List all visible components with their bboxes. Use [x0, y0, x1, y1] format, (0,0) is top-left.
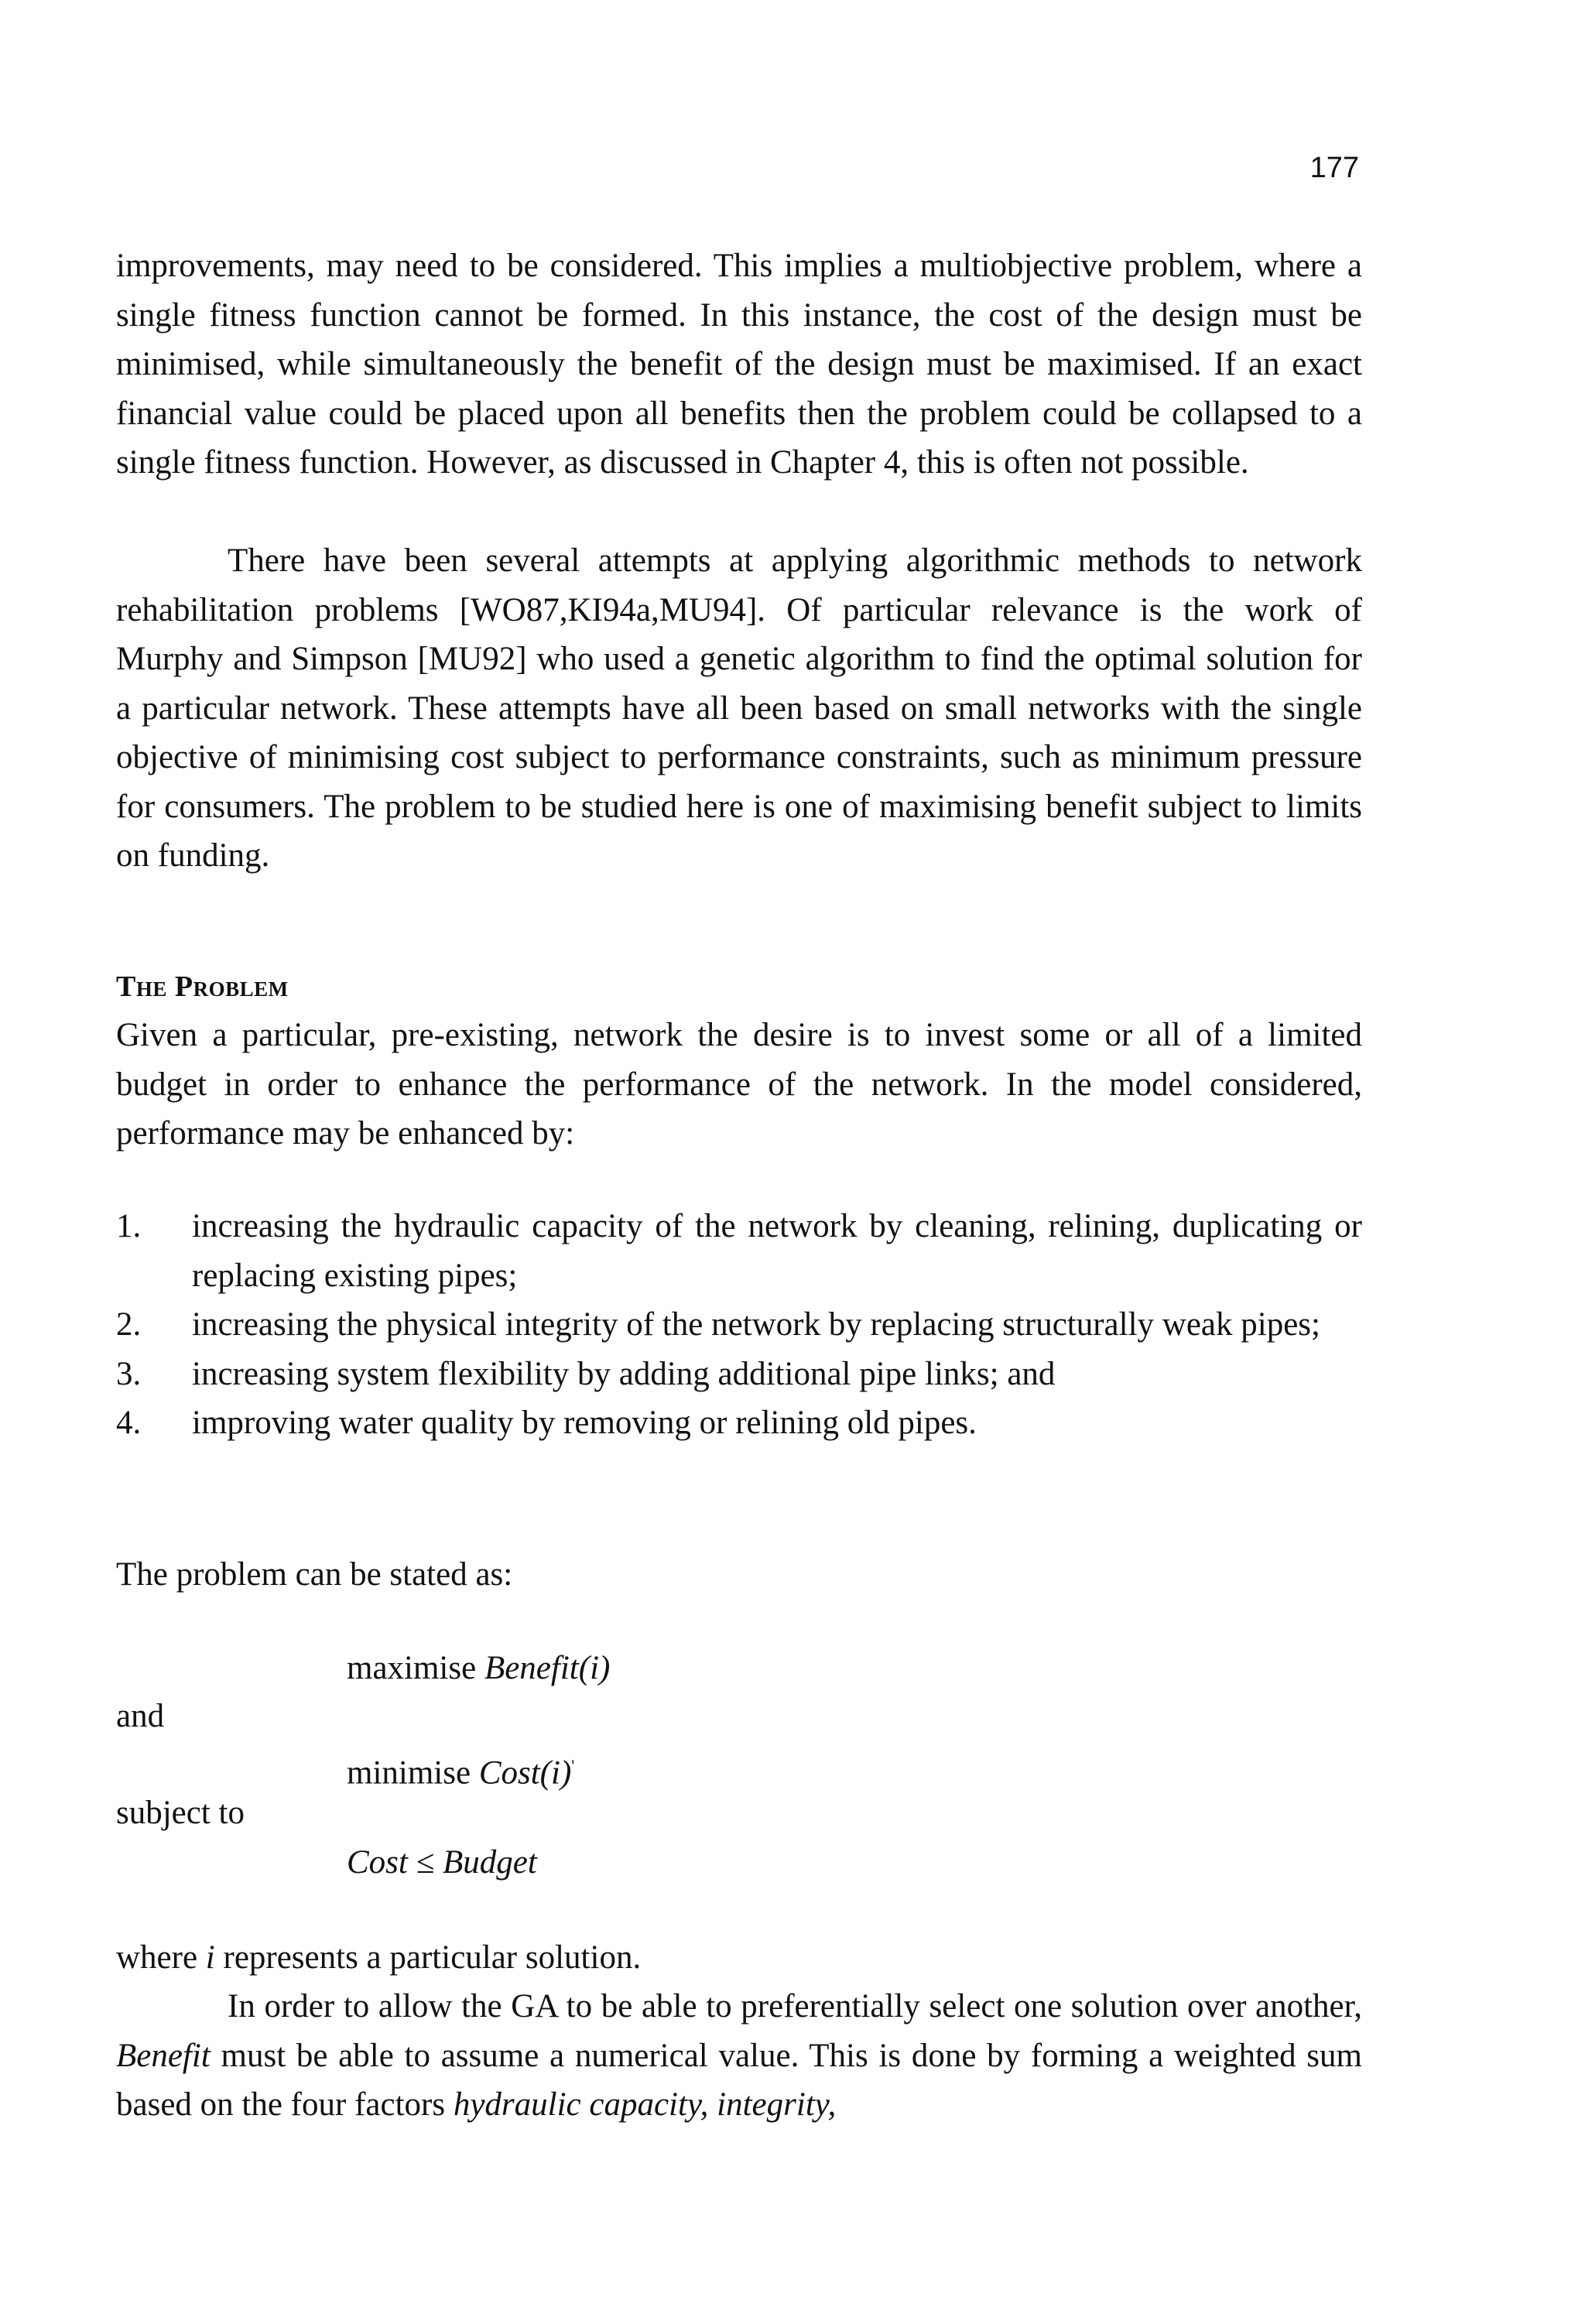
list-item-number: 4.: [116, 1405, 142, 1441]
list-item-text: increasing system flexibility by adding additional pipe links; and: [192, 1355, 1056, 1392]
objective-minimise-prefix: minimise: [347, 1754, 479, 1792]
list-item-text: increasing the physical integrity of the network by replacing structurally weak pipes;: [192, 1306, 1320, 1343]
subject-to-label: subject to: [116, 1795, 245, 1831]
order-part1: In order to allow the GA to be able to preferentially select one solution over another,: [228, 1988, 1362, 2025]
problem-stated-intro: The problem can be stated as:: [116, 1556, 513, 1593]
cost-close: ): [560, 1754, 572, 1792]
benefit-function: Benefit(: [484, 1650, 591, 1686]
order-factors: hydraulic capacity, integrity,: [453, 2086, 837, 2123]
list-item-number: 2.: [116, 1306, 142, 1343]
cost-function: Cost(: [478, 1754, 551, 1792]
list-item-text: increasing the hydraulic capacity of the network by cleaning, relining, duplicating or replacing existing pipes;: [192, 1208, 1362, 1294]
objective-maximise: [347, 1644, 610, 1693]
enhancement-list: [116, 1202, 1362, 1448]
problem-paragraph: Given a particular, pre-existing, network the desire is to invest some or all of a limited budget in order to enhance the performance of the network. In the model considered, performance may be enhanced by:: [116, 1017, 1362, 1152]
objective-minimise: [347, 1741, 574, 1798]
objective-maximise-prefix: maximise: [347, 1650, 484, 1686]
cost-variable: i: [551, 1754, 560, 1792]
where-suffix: represents a particular solution.: [214, 1939, 642, 1976]
benefit-variable: i: [590, 1650, 600, 1686]
list-item: [116, 1202, 1362, 1300]
list-item: [116, 1350, 1362, 1399]
benefit-close: ): [599, 1650, 611, 1686]
attempts-paragraph: There have been several attempts at applying algorithmic methods to network rehabilitation problems [WO87,KI94a,MU94]. Of particular relevance is the work of Murphy and Simpson [MU92] who used a genetic algorithm to find the optimal solution for a particular network. These attempts have all been based on small networks with the single objective of minimising cost subject to performance constraints, such as minimum pressure for consumers. The problem to be studied here is one of maximising benefit subject to limits on funding.: [116, 542, 1362, 874]
where-variable: i: [205, 1939, 215, 1976]
cost-mark: ': [571, 1756, 575, 1775]
page-number: 177: [1309, 152, 1359, 184]
order-benefit: Benefit: [116, 2037, 211, 2074]
where-prefix: where: [116, 1939, 206, 1976]
budget-constraint: Cost ≤ Budget: [347, 1844, 537, 1881]
order-paragraph: [116, 1982, 1362, 2130]
intro-paragraph: improvements, may need to be considered. This implies a multiobjective problem, where a single fitness function cannot be formed. In this instance, the cost of the design must be minimised, while simultaneously the benefit of the design must be maximised. If an exact financial value could be placed upon all benefits then the problem could be collapsed to a single fitness function. However, as discussed in Chapter 4, this is often not possible.: [116, 248, 1362, 481]
and-label: and: [116, 1698, 165, 1734]
list-item-text: improving water quality by removing or relining old pipes.: [192, 1405, 977, 1441]
list-item: [116, 1398, 1362, 1448]
section-heading: The Problem: [116, 970, 289, 1003]
order-part2: must be able to assume a numerical value. This is done by forming a weighted sum based on the four factors: [116, 2037, 1362, 2123]
list-item: [116, 1300, 1362, 1350]
list-item-number: 1.: [116, 1208, 142, 1244]
list-item-number: 3.: [116, 1355, 142, 1392]
where-line: [116, 1933, 1362, 1983]
